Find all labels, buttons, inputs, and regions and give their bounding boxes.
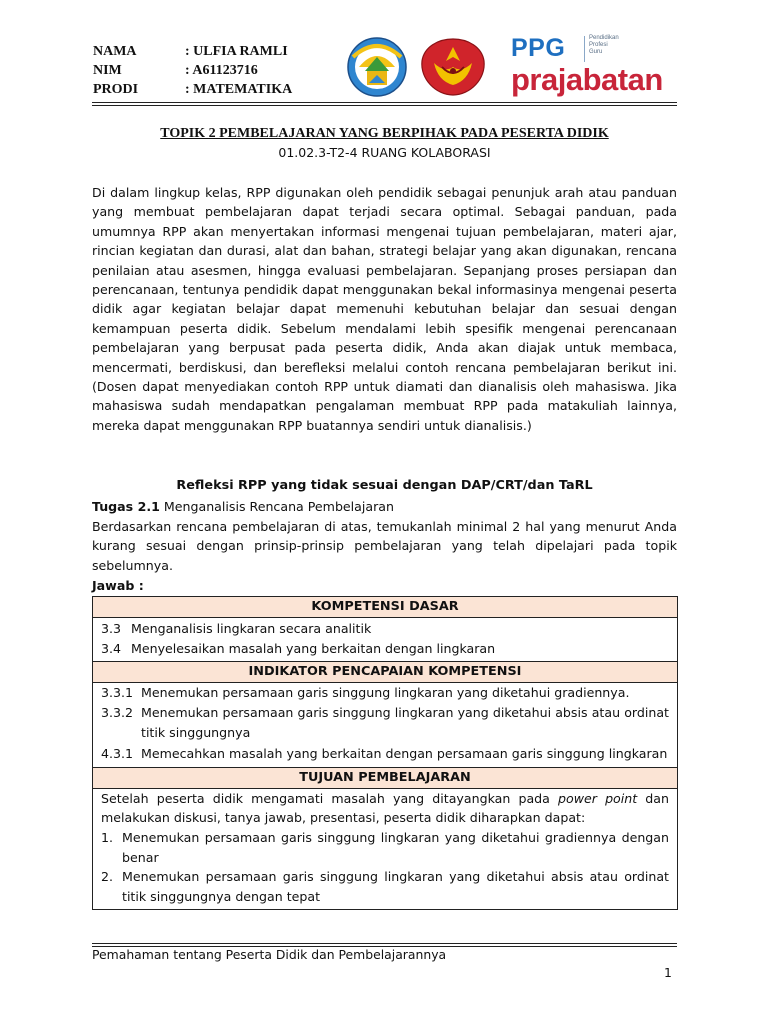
ipk-text: Memecahkan masalah yang berkaitan dengan persamaan garis singgung lingkaran bbox=[141, 745, 668, 761]
ipk-cell bbox=[93, 683, 678, 768]
kd-item bbox=[101, 639, 669, 659]
tp-text: Menemukan persamaan garis singgung lingkaran yang diketahui gradiennya dengan benar bbox=[122, 830, 669, 865]
intro-paragraph: Di dalam lingkup kelas, RPP digunakan oleh pendidik sebagai penunjuk arah atau panduan yang membuat pembelajaran dapat terjadi secara optimal. Sebagai panduan, pada umumnya RPP akan menyertakan informasi mengenai tujuan pembelajaran, materi ajar, rincian kegiatan dan durasi, alat dan bahan, strategi belajar yang akan digunakan, rencana penilaian atau asesmen, hingga evaluasi pembelajaran. Sepanjang proses persiapan dan perencanaan, tentunya pendidik dapat menggunakan bekal informasinya mengenai peserta didik agar kegiatan belajar dapat memenuhi kebutuhan belajar dan sesuai dengan kemampuan peserta didik. Sebelum mendalami lebih spesifik mengenai perencanaan pembelajaran yang berpusat pada peserta didik, Anda akan diajak untuk membaca, mencermati, berdiskusi, dan berefleksi melalui contoh rencana pembelajaran berikut ini. (Dosen dapat menyediakan contoh RPP untuk diamati dan dianalisis oleh mahasiswa. Jika mahasiswa sudah mendapatkan pengalaman membuat RPP pada matakuliah lainnya, mereka dapat menggunakan RPP buatannya sendiri untuk dianalisis.) bbox=[92, 185, 677, 433]
ppg-separator bbox=[584, 36, 585, 62]
kd-text: Menganalisis lingkaran secara analitik bbox=[131, 621, 372, 636]
answer-label: Jawab : bbox=[92, 578, 144, 593]
tp-number: 2. bbox=[101, 869, 114, 885]
tp-intro-after: dan melakukan diskusi, tanya jawab, presentasi, peserta didik diharapkan dapat: bbox=[101, 790, 670, 826]
lesson-plan-table bbox=[92, 596, 678, 910]
table-row bbox=[93, 788, 678, 910]
identity-label: NAMA bbox=[93, 44, 137, 59]
header-rule bbox=[92, 102, 677, 103]
kd-number: 3.3 bbox=[101, 621, 122, 636]
identity-row-name bbox=[93, 42, 292, 61]
identity-label: PRODI bbox=[93, 82, 139, 97]
ipk-number: 3.3.1 bbox=[101, 685, 134, 700]
tp-cell bbox=[93, 788, 678, 910]
identity-value: : MATEMATIKA bbox=[185, 82, 293, 97]
table-row bbox=[93, 767, 678, 788]
header-rule bbox=[92, 105, 677, 106]
tp-intro-before: Setelah peserta didik mengamati masalah yang ditayangkan pada bbox=[101, 790, 559, 806]
table-row bbox=[93, 662, 678, 683]
tp-intro-text bbox=[101, 789, 669, 828]
kd-number: 3.4 bbox=[101, 640, 122, 656]
table-row bbox=[93, 683, 678, 768]
ppg-subtitle-line: Profesi bbox=[589, 42, 608, 48]
ipk-number: 3.3.2 bbox=[101, 705, 134, 721]
footer-text: Pemahaman tentang Peserta Didik dan Pembelajarannya bbox=[92, 947, 447, 962]
student-identity bbox=[93, 42, 292, 99]
ipk-item bbox=[101, 744, 669, 764]
tp-item bbox=[101, 828, 669, 867]
ppg-subtitle-line: Pendidikan bbox=[589, 35, 619, 41]
tp-text: Menemukan persamaan garis singgung lingkaran yang diketahui absis atau ordinat titik singgungnya dengan tepat bbox=[122, 869, 669, 904]
ipk-text: Menemukan persamaan garis singgung lingkaran yang diketahui absis atau ordinat titik singgungnya bbox=[141, 705, 669, 741]
ipk-item bbox=[101, 703, 669, 743]
topic-title: TOPIK 2 PEMBELAJARAN YANG BERPIHAK PADA PESERTA DIDIK bbox=[160, 126, 609, 141]
kd-header: KOMPETENSI DASAR bbox=[93, 597, 678, 618]
ipk-item bbox=[101, 683, 669, 703]
tp-header: TUJUAN PEMBELAJARAN bbox=[93, 767, 678, 788]
page-number: 1 bbox=[664, 965, 672, 980]
identity-value: : ULFIA RAMLI bbox=[185, 44, 288, 59]
task-heading bbox=[92, 497, 677, 516]
ipk-number: 4.3.1 bbox=[101, 745, 134, 761]
ipk-text: Menemukan persamaan garis singgung lingkaran yang diketahui gradiennya. bbox=[141, 685, 630, 700]
tp-intro bbox=[101, 789, 669, 828]
task-label: Tugas 2.1 bbox=[92, 499, 160, 514]
kd-cell bbox=[93, 618, 678, 662]
ppg-prajabatan-logo bbox=[511, 34, 681, 98]
identity-row-nim bbox=[93, 61, 292, 80]
task-name: Menganalisis Rencana Pembelajaran bbox=[159, 499, 394, 514]
identity-value: : A61123716 bbox=[185, 63, 258, 78]
activity-code: 01.02.3-T2-4 RUANG KOLABORASI bbox=[278, 145, 491, 160]
kemendikbud-logo bbox=[345, 37, 409, 97]
table-row bbox=[93, 618, 678, 662]
ipk-header: INDIKATOR PENCAPAIAN KOMPETENSI bbox=[93, 662, 678, 683]
identity-row-prodi bbox=[93, 80, 292, 99]
reflection-title: Refleksi RPP yang tidak sesuai dengan DAP/CRT/dan TaRL bbox=[176, 478, 593, 493]
tp-intro-italic: power point bbox=[558, 790, 638, 806]
tp-item bbox=[101, 867, 669, 906]
ppg-wordmark: PPG bbox=[511, 34, 566, 62]
footer-rule bbox=[92, 943, 677, 944]
university-logo bbox=[420, 37, 486, 97]
ppg-subtitle bbox=[589, 35, 619, 56]
table-row bbox=[93, 597, 678, 618]
ppg-subtitle-line: Guru bbox=[589, 49, 603, 55]
task-instructions: Berdasarkan rencana pembelajaran di atas, temukanlah minimal 2 hal yang menurut Anda kurang sesuai dengan prinsip-prinsip pembelajaran yang telah dipelajari pada topik sebelumnya. bbox=[92, 519, 677, 573]
identity-label: NIM bbox=[93, 63, 122, 78]
kd-item bbox=[101, 619, 669, 639]
kd-text: Menyelesaikan masalah yang berkaitan dengan lingkaran bbox=[131, 640, 496, 656]
tp-number: 1. bbox=[101, 830, 114, 845]
prajabatan-wordmark: prajabatan bbox=[511, 62, 663, 97]
